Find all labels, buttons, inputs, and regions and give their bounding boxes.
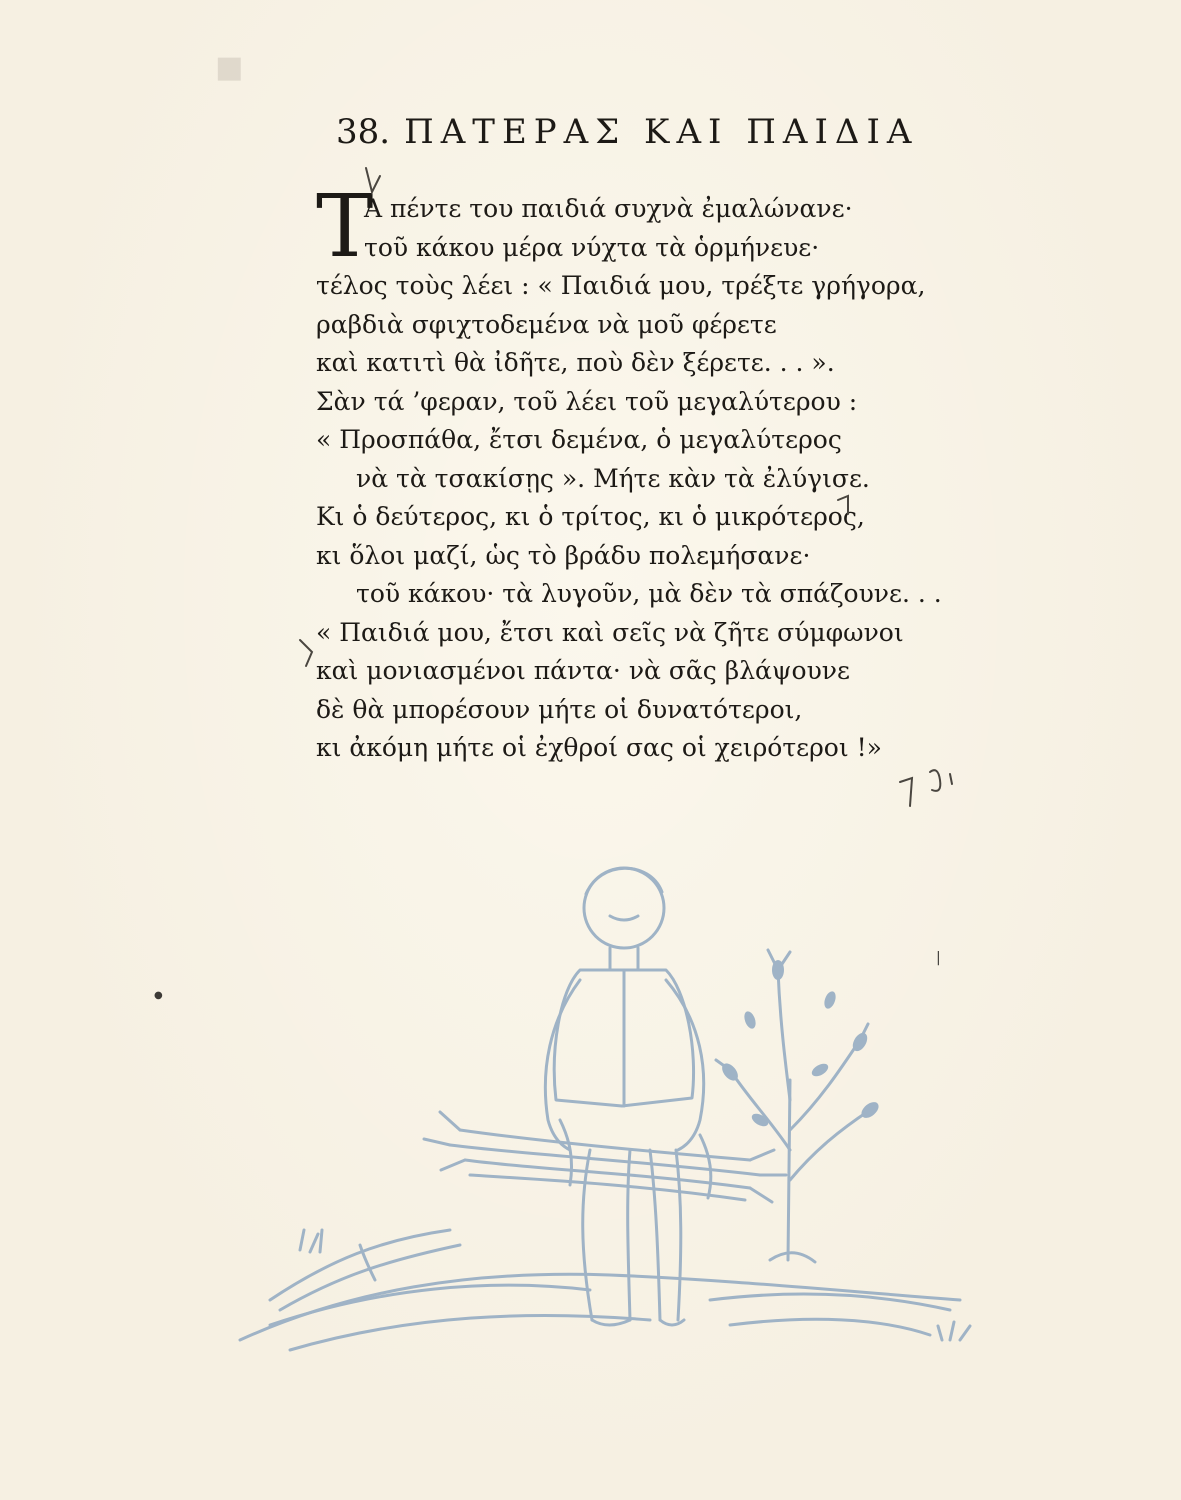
check-mark-icon <box>838 496 848 514</box>
poem-line: καὶ κατιτὶ θὰ ἰδῆτε, ποὺ δὲν ξέρετε. . . ». <box>316 348 835 377</box>
check-mark-icon <box>366 168 380 192</box>
poem-line: τέλος τοὺς λέει : « Παιδιά μου, τρέξτε γρήγορα, <box>316 271 926 300</box>
drop-cap: Τ <box>316 177 374 277</box>
poem-line: καὶ μονιασμένοι πάντα· νὰ σᾶς βλάψουνε <box>316 656 850 685</box>
boy-with-sticks-illustration <box>230 820 990 1380</box>
ink-speck: ● <box>154 990 163 1001</box>
poem-line: τοῦ κάκου· τὰ λυγοῦν, μὰ δὲν τὰ σπάζουνε. . . <box>356 579 942 608</box>
poem-line: Κι ὁ δεύτερος, κι ὁ τρίτος, κι ὁ μικρότερος, <box>316 502 865 531</box>
poem-line: ραβδιὰ σφιχτοδεμένα νὰ μοῦ φέρετε <box>316 309 777 339</box>
poem-line: Σὰν τά ’φεραν, τοῦ λέει τοῦ μεγαλύτερου : <box>316 386 858 416</box>
poem-line: « Προσπάθα, ἔτσι δεμένα, ὁ μεγαλύτερος <box>316 425 842 454</box>
poem-line: δὲ θὰ μπορέσουν μήτε οἱ δυνατότεροι, <box>316 694 803 724</box>
margin-note-icon <box>930 770 940 791</box>
check-mark-icon <box>300 640 312 666</box>
poem-line: « Παιδιά μου, ἔτσι καὶ σεῖς νὰ ζῆτε σύμφωνοι <box>316 617 904 647</box>
ink-speck: | <box>936 950 941 966</box>
poem-line: κι ἀκόμη μήτε οἱ ἐχθροί σας οἱ χειρότεροι !» <box>316 733 882 762</box>
show-through-text: ■ <box>215 50 244 85</box>
poem-line: τοῦ κάκου μέρα νύχτα τὰ ὁρμήνευε· <box>364 232 820 262</box>
poem-line: κι ὅλοι μαζί, ὡς τὸ βράδυ πολεμήσανε· <box>316 540 811 570</box>
margin-note-icon <box>950 774 952 784</box>
poem-line: νὰ τὰ τσακίσῃς ». Μήτε κὰν τὰ ἐλύγισε. <box>356 463 870 493</box>
check-mark-icon <box>900 778 912 806</box>
poem-line: Α πέντε του παιδιά συχνὰ ἐμαλώνανε· <box>364 194 853 223</box>
poem-number: 38. <box>336 112 391 152</box>
poem-title: ΠΑΤΕΡΑΣ ΚΑΙ ΠΑΙΔΙΑ <box>404 112 919 152</box>
